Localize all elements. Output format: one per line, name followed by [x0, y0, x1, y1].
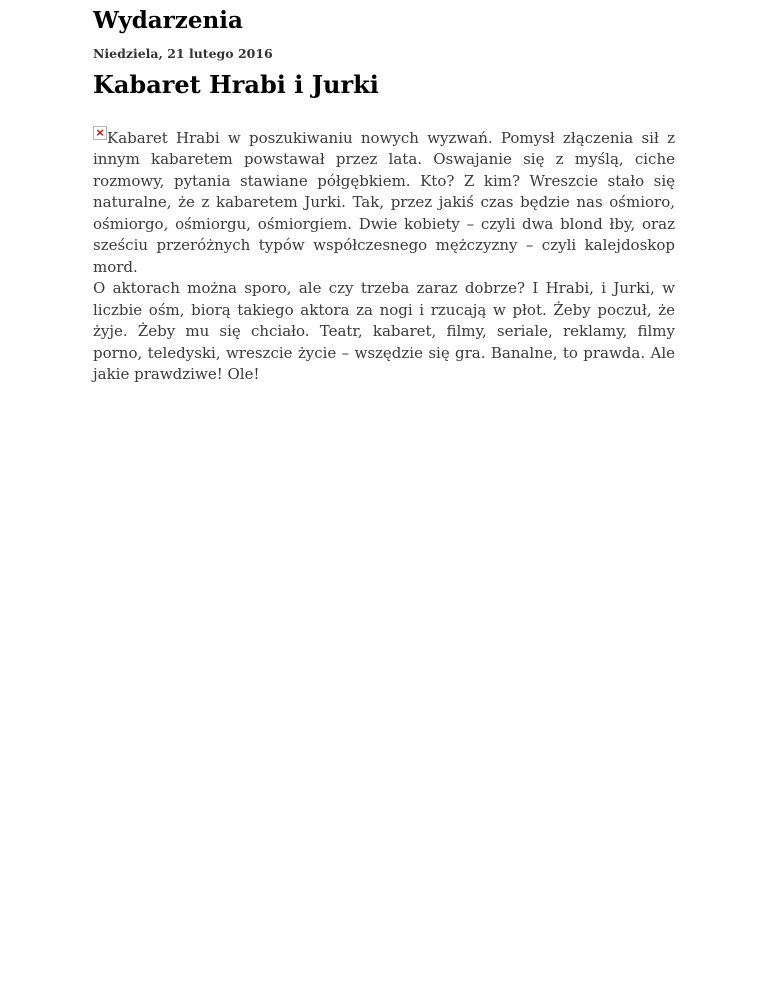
broken-image-icon [93, 126, 107, 140]
paragraph-2: O aktorach można sporo, ale czy trzeba zaraz dobrze? I Hrabi, i Jurki, w liczbie ośm, biorą takiego aktora za nogi i rzucają w płot. Żeby poczuł, że żyje. Żeby mu się chciało. Teatr, kabaret, filmy, seriale, reklamy, filmy porno, teledyski, wreszcie życie – wszędzie się gra. Banalne, to prawda. Ale jakie prawdziwe! Ole! [93, 279, 675, 384]
paragraph-1 [93, 126, 675, 279]
broken-image-x-icon: × [95, 125, 105, 139]
paragraph-1-text: Kabaret Hrabi w poszukiwaniu nowych wyzwań. Pomysł złączenia sił z innym kabaretem powstawał przez lata. Oswajanie się z myślą, ciche rozmowy, pytania stawiane półgębkiem. Kto? Z kim? Wreszcie stało się naturalne, że z kabaretem Jurki. Tak, przez jakiś czas będzie nas ośmioro, ośmiorgo, ośmiorgu, ośmiorgiem. Dwie kobiety – czyli dwa blond łby, oraz sześciu przeróżnych typów współczesnego mężczyzny – czyli kalejdoskop mord. [93, 128, 675, 276]
post-date: Niedziela, 21 lutego 2016 [93, 46, 273, 62]
article-page [0, 0, 768, 386]
post-body [93, 126, 675, 386]
section-title: Wydarzenia [93, 7, 243, 34]
post-title: Kabaret Hrabi i Jurki [93, 70, 379, 100]
